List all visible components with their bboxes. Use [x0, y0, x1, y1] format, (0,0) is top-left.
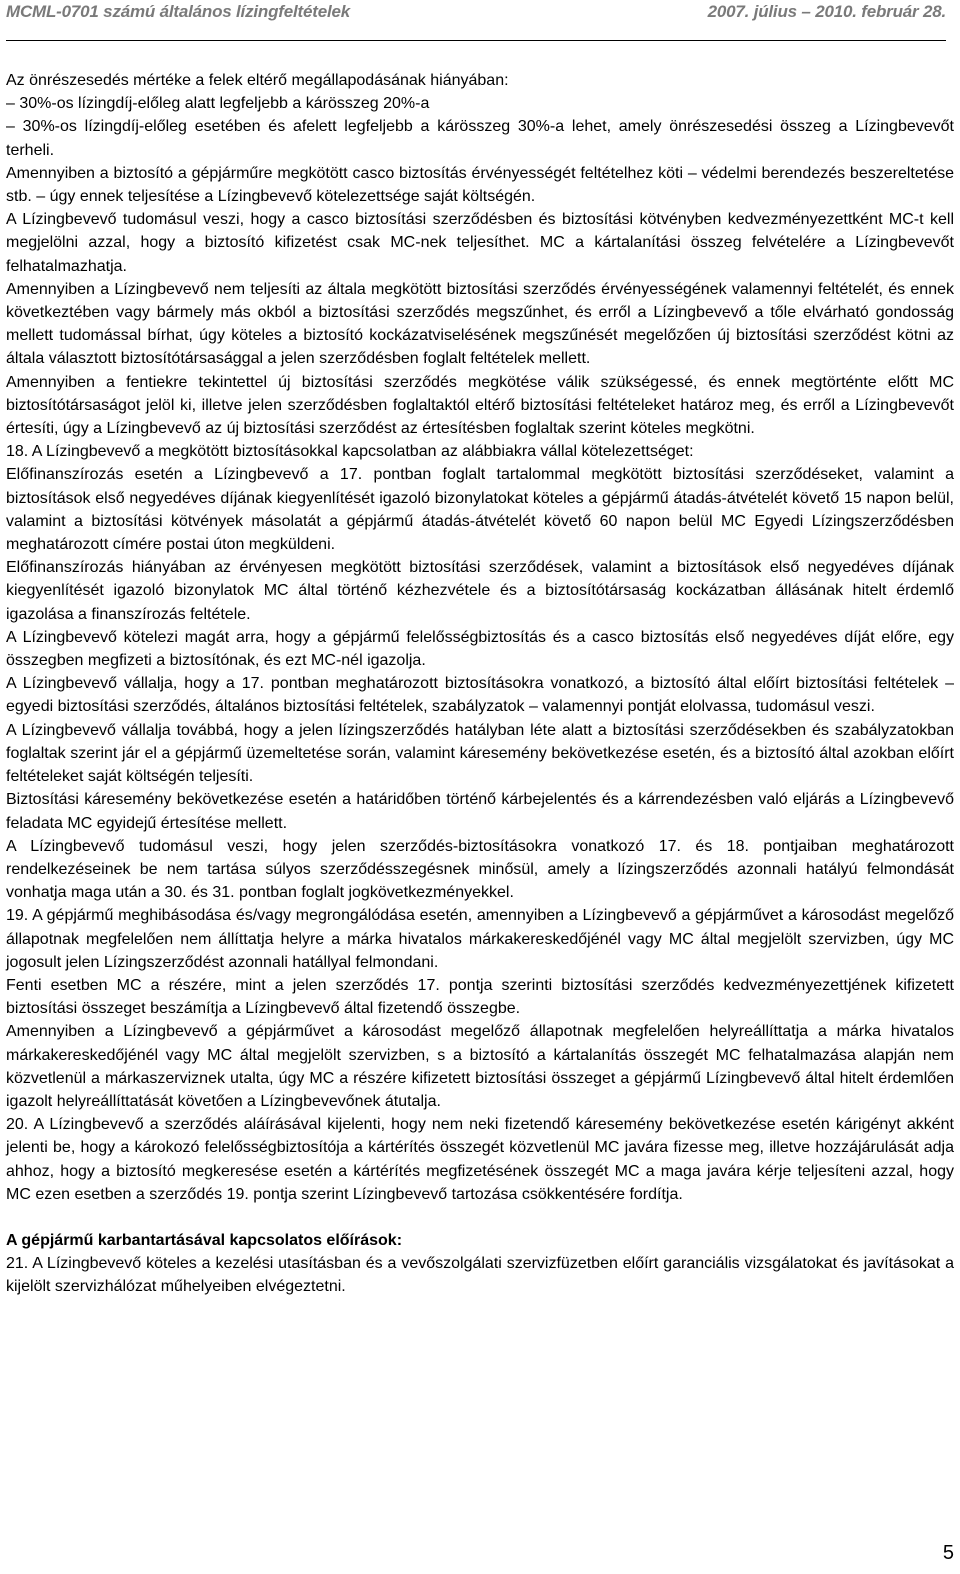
page-header [6, 2, 946, 41]
paragraph: Előfinanszírozás hiányában az érvényesen megkötött biztosítási szerződések, valamint a biztosítások első negyedéves díjának kiegyenlítését igazoló bizonylatok MC által történő kézhezvétele és a biztosítótársaság kockázatban állásának hitelt érdemlő igazolása a finanszírozás feltétele. [6, 559, 954, 623]
paragraph: 21. A Lízingbevevő köteles a kezelési utasításban és a vevőszolgálati szervizfüzetben előírt garanciális vizsgálatokat és javításokat a kijelölt szervizhálózat műhelyeiben elvégeztetni. [6, 1255, 954, 1296]
document-body [6, 69, 954, 1299]
paragraph: 18. A Lízingbevevő a megkötött biztosításokkal kapcsolatban az alábbiakra vállal kötelezettséget: [6, 443, 694, 461]
paragraph: Előfinanszírozás esetén a Lízingbevevő a 17. pontban foglalt tartalommal megkötött biztosítási szerződéseket, valamint a biztosítások első negyedéves díjának kiegyenlítését igazoló bizonylatokat köteles a gépjármű átadás-átvételét követő 15 napon belül, valamint a biztosítási kötvények másolatát a gépjármű átadás-átvételét követő 60 napon belül MC Egyedi Lízingszerződésben meghatározott címére postai úton megküldeni. [6, 466, 954, 554]
paragraph: Amennyiben a Lízingbevevő nem teljesíti az általa megkötött biztosítási szerződés érvényességének valamennyi feltételét, és ennek következtében vagy bármely más okból a biztosítási szerződés megszűnhet, és erről a Lízingbevevő a tőle elvárható gondosság mellett tudomással bírhat, úgy köteles a biztosító kockázatviselésének megszűnését megelőzően új biztosítási szerződést kötni az általa választott biztosítótársasággal a jelen szerződésben foglalt feltételek mellett. [6, 280, 954, 368]
paragraph: Fenti esetben MC a részére, mint a jelen szerződés 17. pontja szerinti biztosítási szerződés kedvezményezettjének kifizetett biztosítási összeget beszámítja a Lízingbevevő által fizetendő összegbe. [6, 976, 954, 1018]
paragraph: Amennyiben a fentiekre tekintettel új biztosítási szerződés megkötése válik szükségessé, és ennek megtörténte előtt MC biztosítótársaságot jelöl ki, illetve jelen szerződésben foglaltaktól eltérő biztosítási feltételeket határoz meg, és erről a Lízingbevevőt értesíti, úgy a Lízingbevevő az új biztosítási szerződést az értesítésben foglaltak szerint köteles megkötni. [6, 373, 954, 438]
paragraph: A Lízingbevevő tudomásul veszi, hogy jelen szerződés-biztosításokra vonatkozó 17. és 18. pontjaiban meghatározott rendelkezéseinek be nem tartása súlyos szerződésszegésnek minősül, amely a lízingszerződés azonnali hatályú felmondását vonhatja maga után a 30. és 31. pontban foglalt jogkövetkezményekkel. [6, 837, 954, 902]
paragraph: 19. A gépjármű meghibásodása és/vagy megrongálódása esetén, amennyiben a Lízingbevevő a gépjárművet a károsodást megelőző állapotnak megfelelően nem állíttatja helyre a márka hivatalos márkakereskedőjénél vagy MC által megjelölt szervizben, úgy MC jogosult jelen Lízingszerződést azonnali hatállyal felmondani. [6, 907, 954, 971]
paragraph: – 30%-os lízingdíj-előleg alatt legfeljebb a kárösszeg 20%-a [6, 95, 430, 113]
paragraph: – 30%-os lízingdíj-előleg esetében és afelett legfeljebb a kárösszeg 30%-a lehet, amely önrészesedési összeg a Lízingbevevőt terheli. [6, 118, 954, 159]
paragraph-spacer [6, 1206, 954, 1229]
paragraph: 20. A Lízingbevevő a szerződés aláírásával kijelenti, hogy nem neki fizetendő káresemény bekövetkezése esetén kárigényt akként jelenti be, hogy a károkozó felelősségbiztosítója a kártérítés összegét közvetlenül MC javára fizesse meg, illetve hozzájárulását adja ahhoz, hogy a biztosító megkeresése esetén a kártérítés megfizetésének összegét MC a maga javára kérje teljesíteni azzal, hogy MC ezen esetben a szerződés 19. pontja szerint Lízingbevevő tartozása csökkentésére fordítja. [6, 1116, 954, 1203]
paragraph: A Lízingbevevő vállalja, hogy a 17. pontban meghatározott biztosításokra vonatkozó, a biztosító által előírt biztosítási feltételek – egyedi biztosítási szerződés, általános biztosítási feltételek, szabályzatok – valamennyi pontját elolvassa, tudomásul veszi. [6, 675, 954, 716]
document-validity-period: 2007. július – 2010. február 28. [707, 2, 946, 21]
paragraph: A Lízingbevevő kötelezi magát arra, hogy a gépjármű felelősségbiztosítás és a casco biztosítás első negyedéves díját előre, egy összegben megfizeti a biztosítónak, és ezt MC-nél igazolja. [6, 628, 954, 670]
paragraph: Amennyiben a Lízingbevevő a gépjárművet a károsodást megelőző állapotnak megfelelően helyreállíttatja a márka hivatalos márkakereskedőjénél vagy MC által megjelölt szervizben, s a biztosító a kártalanítás összegét MC felhatalmazása alapján nem közvetlenül a márkaszerviznek utalta, úgy MC a részére kifizetett biztosítási összeget a gépjármű Lízingbevevő által hitelt érdemlően igazolt helyreállíttatását követően a Lízingbevevőnek átutalja. [6, 1023, 954, 1110]
paragraph: Biztosítási káresemény bekövetkezése esetén a határidőben történő kárbejelentés és a kárrendezésben való eljárás a Lízingbevevő feladata MC egyidejű értesítése mellett. [6, 791, 954, 832]
paragraph: A Lízingbevevő vállalja továbbá, hogy a jelen lízingszerződés hatályban léte alatt a biztosítási szerződésekben és szabályzatokban foglaltak szerint jár el a gépjármű üzemeltetése során, valamint káresemény bekövetkezése esetén, és a biztosító által azokban előírt feltételeket saját költségén teljesíti. [6, 721, 954, 786]
document-title: MCML-0701 számú általános lízingfeltételek [6, 2, 350, 21]
paragraph: A Lízingbevevő tudomásul veszi, hogy a casco biztosítási szerződésben és biztosítási kötvényben kedvezményezettként MC-t kell megjelölni azzal, hogy a biztosító kifizetést csak MC-nek teljesíthet. MC a kártalanítási összeg felvételére a Lízingbevevőt felhatalmazhatja. [6, 211, 954, 275]
page-number: 5 [942, 1542, 954, 1564]
section-heading: A gépjármű karbantartásával kapcsolatos előírások: [6, 1231, 403, 1249]
paragraph: Amennyiben a biztosító a gépjárműre megkötött casco biztosítás érvényességét feltételhez köti – védelmi berendezés beszereltetése stb. – úgy ennek teljesítése a Lízingbevevő kötelezettsége saját költségén. [6, 164, 954, 206]
paragraph: Az önrészesedés mértéke a felek eltérő megállapodásának hiányában: [6, 72, 509, 89]
